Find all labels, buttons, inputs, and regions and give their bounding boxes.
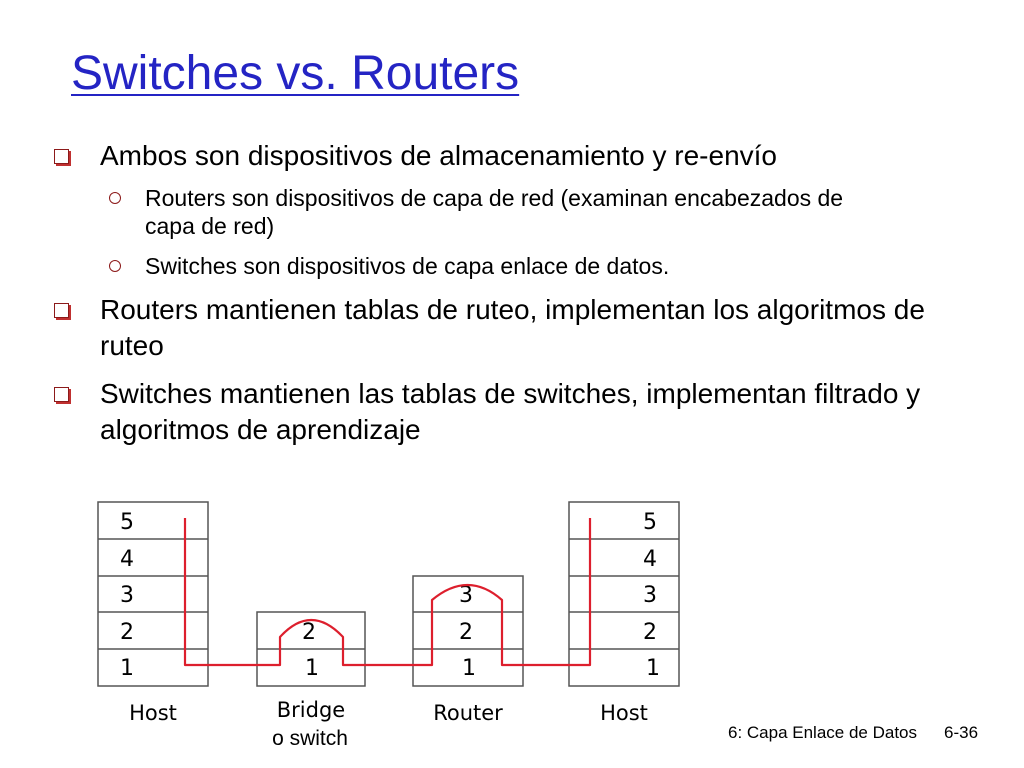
layer-label: 1 bbox=[305, 656, 319, 681]
subbullet-1-2-text: Switches son dispositivos de capa enlace de datos. bbox=[145, 253, 670, 279]
layer-label: 2 bbox=[459, 620, 473, 645]
bullet-3-text: Switches mantienen las tablas de switches, implementan filtrado y algoritmos de aprendizaje bbox=[100, 378, 921, 445]
host-left-box bbox=[98, 502, 208, 686]
subbullet-1-1-text: Routers son dispositivos de capa de red (examinan encabezados de capa de red) bbox=[145, 185, 844, 239]
bullet-1-text: Ambos son dispositivos de almacenamiento y re-envío bbox=[100, 140, 778, 171]
layer-label: 3 bbox=[120, 583, 134, 608]
layer-label: 1 bbox=[462, 656, 476, 681]
layer-label: 2 bbox=[302, 620, 316, 645]
device-label: Bridge bbox=[276, 698, 346, 722]
layer-label: 2 bbox=[120, 620, 134, 645]
layer-label: 1 bbox=[120, 656, 134, 681]
host-left-stack bbox=[98, 502, 208, 725]
bullet-2-text: Routers mantienen tablas de ruteo, implementan los algoritmos de ruteo bbox=[100, 294, 925, 361]
layer-label: 3 bbox=[459, 583, 473, 608]
layer-label: 4 bbox=[120, 547, 134, 572]
host-right-box bbox=[569, 502, 679, 686]
footer-page-number: 6-36 bbox=[944, 723, 979, 742]
layer-label: 3 bbox=[643, 583, 657, 608]
device-label: Host bbox=[600, 701, 648, 725]
layer-label: 1 bbox=[646, 656, 660, 681]
data-path-line bbox=[185, 518, 590, 665]
layer-label: 5 bbox=[643, 510, 657, 535]
device-label: Router bbox=[433, 701, 503, 725]
footer-chapter: 6: Capa Enlace de Datos bbox=[728, 723, 918, 742]
router-stack bbox=[413, 576, 523, 725]
layer-label: 2 bbox=[643, 620, 657, 645]
device-label: Host bbox=[129, 701, 177, 725]
bridge-stack bbox=[257, 612, 365, 750]
layer-label: 5 bbox=[120, 510, 134, 535]
host-right-stack bbox=[569, 502, 679, 725]
device-sublabel: o switch bbox=[272, 727, 348, 750]
layer-label: 4 bbox=[643, 547, 657, 572]
slide-title: Switches vs. Routers bbox=[71, 47, 520, 100]
